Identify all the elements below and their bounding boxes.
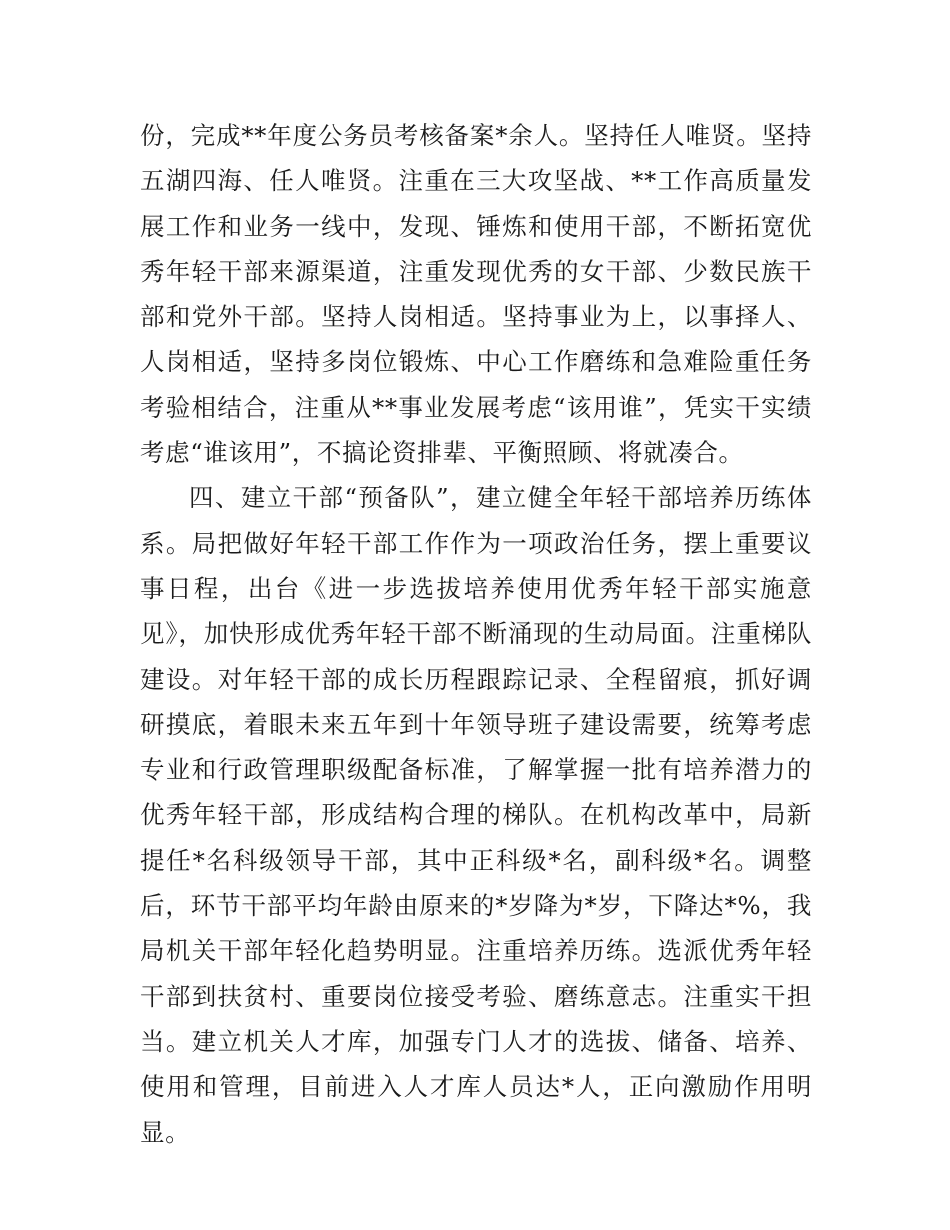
paragraph-section-four: 四、建立干部“预备队”，建立健全年轻干部培养历练体系。局把做好年轻干部工作作为一项政治任务，摆上重要议事日程，出台《进一步选拔培养使用优秀年轻干部实施意见》，加快形成优秀年轻干部不断涌现的生动局面。注重梯队建设。对年轻干部的成长历程跟踪记录、全程留痕，抓好调研摸底，着眼未来五年到十年领导班子建设需要，统筹考虑专业和行政管理职级配备标准，了解掌握一批有培养潜力的优秀年轻干部，形成结构合理的梯队。在机构改革中，局新提任*名科级领导干部，其中正科级*名，副科级*名。调整后，环节干部平均年龄由原来的*岁降为*岁，下降达*%，我局机关干部年轻化趋势明显。注重培养历练。选派优秀年轻干部到扶贫村、重要岗位接受考验、磨练意志。注重实干担当。建立机关人才库，加强专门人才的选拔、储备、培养、使用和管理，目前进入人才库人员达*人，正向激励作用明显。 bbox=[140, 483, 812, 1147]
document-body bbox=[140, 113, 812, 1155]
paragraph-continuation: 份，完成**年度公务员考核备案*余人。坚持任人唯贤。坚持五湖四海、任人唯贤。注重在三大攻坚战、**工作高质量发展工作和业务一线中，发现、锤炼和使用干部，不断拓宽优秀年轻干部来源渠道，注重发现优秀的女干部、少数民族干部和党外干部。坚持人岗相适。坚持事业为上，以事择人、人岗相适，坚持多岗位锻炼、中心工作磨练和急难险重任务考验相结合，注重从**事业发展考虑“该用谁”，凭实干实绩考虑“谁该用”，不搞论资排辈、平衡照顾、将就凑合。 bbox=[140, 121, 812, 468]
